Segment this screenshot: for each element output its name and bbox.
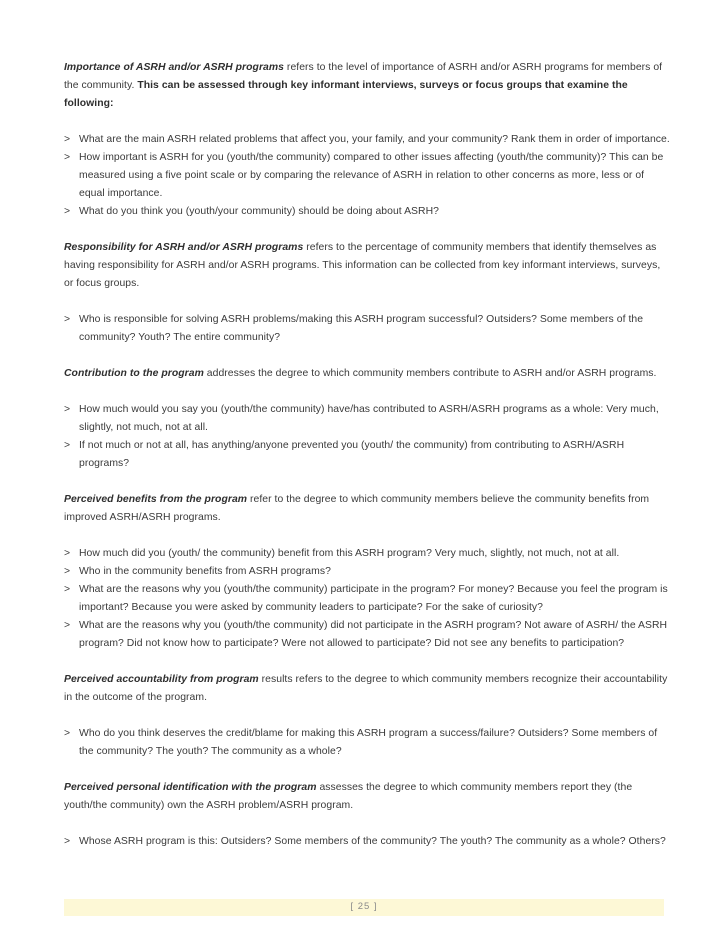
bullet-marker: > [64, 206, 71, 217]
list-item [64, 311, 672, 347]
bullet-marker: > [64, 836, 71, 847]
bullet-marker: > [64, 620, 71, 631]
bullet-marker: > [64, 152, 71, 163]
list-item-text: What do you think you (youth/your community) should be doing about ASRH? [79, 206, 439, 217]
section-paragraph [64, 239, 672, 293]
section-paragraph [64, 59, 672, 113]
bullet-marker: > [64, 440, 71, 451]
footer-bar [64, 899, 664, 916]
list-item [64, 581, 672, 617]
section-text: refer to the degree to which community members believe the community benefits from improved ASRH/ASRH programs. [64, 494, 650, 523]
bullet-marker: > [64, 566, 71, 577]
list-item-text: What are the main ASRH related problems that affect you, your family, and your community? Rank them in order of importance. [79, 134, 670, 145]
section-importance [64, 59, 672, 221]
list-item [64, 149, 672, 203]
section-contribution [64, 365, 672, 473]
section-lead: Importance of ASRH and/or ASRH programs [64, 62, 284, 73]
section-text: refers to the percentage of community members that identify themselves as having responsibility for ASRH and/or ASRH programs. This information can be collected from key informant interviews, surveys, or focus groups. [64, 242, 661, 289]
list-item-text: Who in the community benefits from ASRH programs? [79, 566, 331, 577]
section-text: assesses the degree to which community members report they (the youth/the community) own the ASRH problem/ASRH program. [64, 782, 633, 811]
section-benefits [64, 491, 672, 653]
list-item-text: If not much or not at all, has anything/anyone prevented you (youth/ the community) from contributing to ASRH/ASRH programs? [79, 440, 625, 469]
question-list [64, 311, 672, 347]
list-item-text: Who do you think deserves the credit/blame for making this ASRH program a success/failure? Outsiders? Some members of the community? The youth? The community as a whole? [79, 728, 658, 757]
page-number: [ 25 ] [350, 901, 378, 912]
bullet-marker: > [64, 584, 71, 595]
section-accountability [64, 671, 672, 761]
list-item [64, 131, 672, 149]
page-body [64, 59, 672, 869]
section-lead: Perceived accountability from program [64, 674, 259, 685]
list-item [64, 545, 672, 563]
list-item-text: Whose ASRH program is this: Outsiders? Some members of the community? The youth? The community as a whole? Others? [79, 836, 666, 847]
question-list [64, 725, 672, 761]
list-item [64, 203, 672, 221]
list-item [64, 563, 672, 581]
list-item [64, 725, 672, 761]
section-paragraph [64, 365, 672, 383]
list-item [64, 437, 672, 473]
question-list [64, 545, 672, 653]
section-lead: Responsibility for ASRH and/or ASRH programs [64, 242, 304, 253]
list-item [64, 617, 672, 653]
section-text: refers to the level of importance of ASRH and/or ASRH programs for members of the community. [64, 62, 663, 91]
list-item-text: What are the reasons why you (youth/the community) did not participate in the ASRH program? Not aware of ASRH/ the ASRH program? Did not know how to participate? Were not allowed to participate? Did not see any benefits to participation? [79, 620, 668, 649]
section-lead: Perceived benefits from the program [64, 494, 248, 505]
section-paragraph [64, 671, 672, 707]
list-item-text: How important is ASRH for you (youth/the community) compared to other issues affecting (youth/the community)? This can be measured using a five point scale or by comparing the relevance of ASRH in relation to other concerns as more, less or of equal importance. [79, 152, 664, 199]
question-list [64, 401, 672, 473]
bullet-marker: > [64, 134, 71, 145]
section-text: addresses the degree to which community members contribute to ASRH and/or ASRH programs. [203, 368, 657, 379]
section-text: results refers to the degree to which community members recognize their accountability in the outcome of the program. [64, 674, 668, 703]
section-paragraph [64, 491, 672, 527]
list-item-text: How much did you (youth/ the community) benefit from this ASRH program? Very much, slightly, not much, not at all. [79, 548, 620, 559]
bullet-marker: > [64, 404, 71, 415]
bullet-marker: > [64, 728, 71, 739]
bullet-marker: > [64, 314, 71, 325]
section-identification [64, 779, 672, 851]
section-lead: Contribution to the program [64, 368, 204, 379]
section-lead: Perceived personal identification with the program [64, 782, 317, 793]
section-responsibility [64, 239, 672, 347]
list-item-text: Who is responsible for solving ASRH problems/making this ASRH program successful? Outsiders? Some members of the community? Youth? The entire community? [79, 314, 644, 343]
list-item-text: What are the reasons why you (youth/the community) participate in the program? For money? Because you feel the program is important? Because you were asked by community leaders to participate? For the sake of curiosity? [79, 584, 668, 613]
question-list [64, 131, 672, 221]
question-list [64, 833, 672, 851]
section-emphasis: This can be assessed through key informant interviews, surveys or focus groups that examine the following: [64, 80, 628, 109]
list-item [64, 833, 672, 851]
list-item-text: How much would you say you (youth/the community) have/has contributed to ASRH/ASRH programs as a whole: Very much, slightly, not much, not at all. [79, 404, 659, 433]
section-paragraph [64, 779, 672, 815]
bullet-marker: > [64, 548, 71, 559]
list-item [64, 401, 672, 437]
